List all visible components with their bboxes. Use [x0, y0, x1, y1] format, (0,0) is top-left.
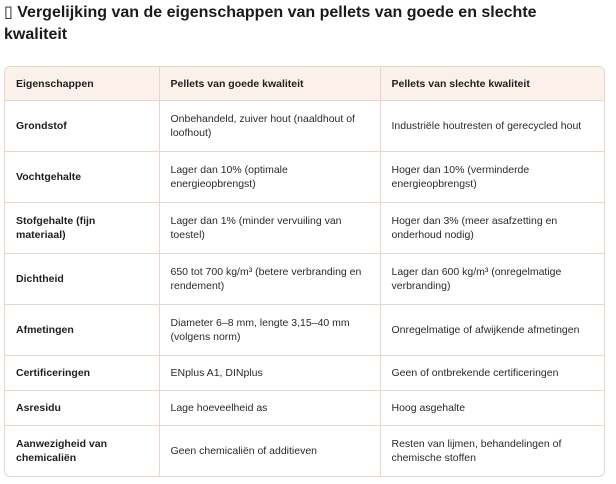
row-bad-value: Hoger dan 10% (verminderde energieopbrengst) — [380, 152, 604, 203]
table-row — [5, 203, 604, 254]
header-properties: Eigenschappen — [5, 67, 159, 101]
row-property: Grondstof — [5, 101, 159, 152]
row-good-value: Geen chemicaliën of additieven — [159, 426, 380, 477]
row-property: Certificeringen — [5, 356, 159, 391]
row-bad-value: Lager dan 600 kg/m³ (onregelmatige verbranding) — [380, 254, 604, 305]
row-bad-value: Onregelmatige of afwijkende afmetingen — [380, 305, 604, 356]
row-good-value: Diameter 6–8 mm, lengte 3,15–40 mm (volgens norm) — [159, 305, 380, 356]
table-row — [5, 391, 604, 426]
table-row — [5, 426, 604, 477]
row-bad-value: Industriële houtresten of gerecycled hout — [380, 101, 604, 152]
row-property: Afmetingen — [5, 305, 159, 356]
header-good-quality: Pellets van goede kwaliteit — [159, 67, 380, 101]
row-good-value: Onbehandeld, zuiver hout (naaldhout of loofhout) — [159, 101, 380, 152]
row-good-value: Lage hoeveelheid as — [159, 391, 380, 426]
table-row — [5, 101, 604, 152]
table-row — [5, 152, 604, 203]
table-header-row — [5, 67, 604, 101]
row-property: Dichtheid — [5, 254, 159, 305]
row-bad-value: Geen of ontbrekende certificeringen — [380, 356, 604, 391]
comparison-table-container — [4, 66, 605, 477]
row-property: Stofgehalte (fijn materiaal) — [5, 203, 159, 254]
table-row — [5, 254, 604, 305]
row-good-value: Lager dan 10% (optimale energieopbrengst) — [159, 152, 380, 203]
row-good-value: ENplus A1, DINplus — [159, 356, 380, 391]
row-property: Vochtgehalte — [5, 152, 159, 203]
row-bad-value: Hoog asgehalte — [380, 391, 604, 426]
row-good-value: 650 tot 700 kg/m³ (betere verbranding en rendement) — [159, 254, 380, 305]
row-property: Aanwezigheid van chemicaliën — [5, 426, 159, 477]
comparison-table — [5, 67, 604, 476]
table-row — [5, 356, 604, 391]
row-bad-value: Hoger dan 3% (meer asafzetting en onderhoud nodig) — [380, 203, 604, 254]
header-bad-quality: Pellets van slechte kwaliteit — [380, 67, 604, 101]
row-bad-value: Resten van lijmen, behandelingen of chemische stoffen — [391, 437, 562, 464]
row-good-value: Lager dan 1% (minder vervuiling van toestel) — [159, 203, 380, 254]
table-row — [5, 305, 604, 356]
row-property: Asresidu — [5, 391, 159, 426]
page-title: ▯ Vergelijking van de eigenschappen van pellets van goede en slechte kwaliteit — [4, 4, 537, 43]
